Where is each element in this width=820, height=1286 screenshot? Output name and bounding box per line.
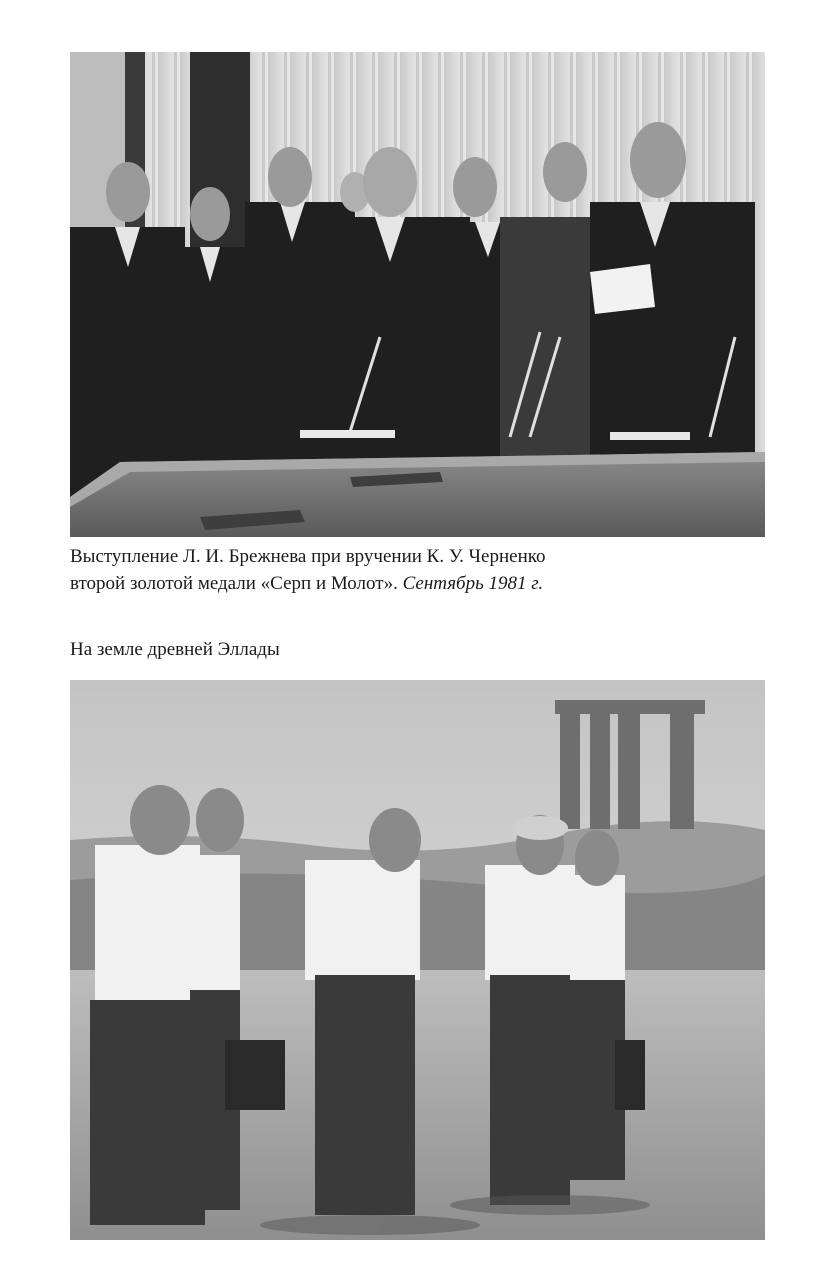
ruins-walk-photo-graphic	[70, 680, 765, 1240]
ceremony-photo	[70, 52, 765, 537]
section-heading: На земле древней Эллады	[70, 639, 280, 660]
caption-line-1: Выступление Л. И. Брежнева при вручении К. У. Черненко	[70, 546, 546, 567]
ceremony-photo-graphic	[70, 52, 765, 537]
caption-date: Сентябрь 1981 г.	[402, 573, 544, 594]
ruins-walk-photo	[70, 680, 765, 1240]
ceremony-photo-caption	[70, 543, 770, 597]
caption-line-2-text: второй золотой медали «Серп и Молот».	[70, 573, 403, 594]
caption-line-2	[70, 570, 770, 597]
